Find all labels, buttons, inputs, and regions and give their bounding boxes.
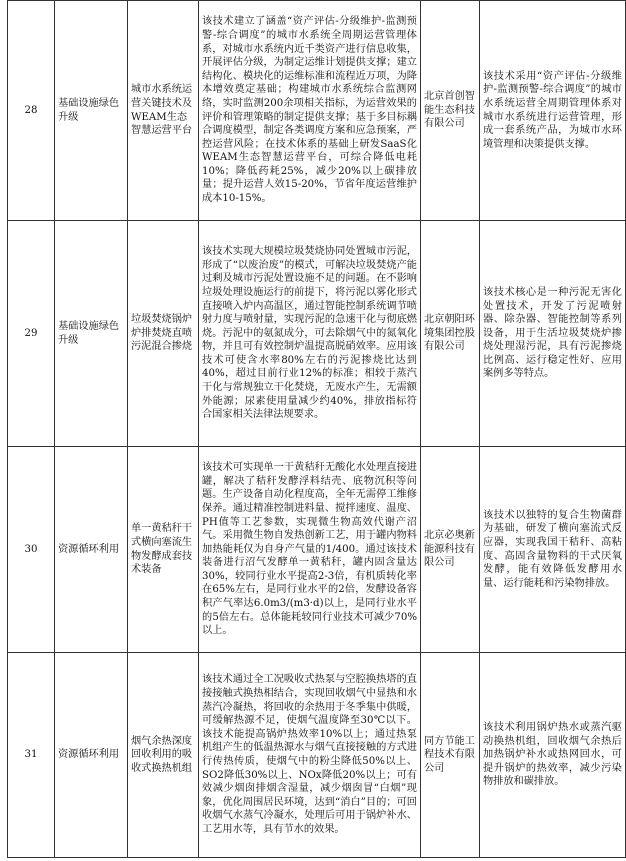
row-number: 30 [8,447,55,653]
technology-table [7,0,626,858]
organization-cell: 同方节能工程技术有限公司 [421,653,480,858]
table-row [8,221,626,447]
row-number: 28 [8,1,55,221]
row-number: 29 [8,221,55,447]
application-cell: 该技术利用锅炉热水或蒸汽驱动换热机组，回收烟气余热后加热锅炉补水或热网回水，可提升锅炉的热效率，减少污染物排放和碳排放。 [480,653,626,858]
description-cell: 该技术建立了涵盖“资产评估-分级维护-监测预警-综合调度”的城市水系统全周期运营管理体系，对城市水系统内近千类资产进行信息收集，开展评估分级，为制定运维计划提供支撑；建立结构化、模块化的运维标准和流程近万项，为降本增效奠定基础；构建城市水系统综合监测网络，实时监测200余项相关指标，为运营效果的评价和管理策略的制定提供支撑；基于多目标耦合调度模型，制定各类调度方案和应急预案，严控运营风险；在技术体系的基础上研发SaaS化WEAM生态智慧运营平台，可综合降低电耗10%；降低药耗25%，减少20%以上碳排放量；提升运营人效15-20%，节省年度运营维护成本10-15%。 [199,1,421,221]
organization-cell: 北京朝阳环境集团控股有限公司 [421,221,480,447]
description-cell: 该技术通过全工况吸收式热泵与空腔换热塔的直接接触式换热相结合，实现回收烟气中显热和水蒸汽冷凝热，将回收的余热用于冬季集中供暖，可缓解热源不足，使烟气温度降至30℃以下。该技术能提高锅炉热效率10%以上；通过热泵机组产生的低温热源水与烟气直接接触的方式进行传热传质，使烟气中的粉尘降低50%以上、SO2降低30%以上、NOx降低20%以上；可有效减少烟囱排烟含湿量，减少烟囱冒“白烟”现象，优化周围居民环境，达到“消白”目的；可回收烟气水蒸气冷凝水，处理后可用于锅炉补水、工艺用水等，具有节水的效果。 [199,653,421,858]
row-number: 31 [8,653,55,858]
table-row [8,653,626,858]
category-cell: 基础设施绿色升级 [55,1,128,221]
category-cell: 基础设施绿色升级 [55,221,128,447]
table-row [8,1,626,221]
technology-name-cell: 单一黄秸秆干式横向塞流生物发酵成套技术装备 [128,447,199,653]
category-cell: 资源循环利用 [55,653,128,858]
organization-cell: 北京必奥新能源科技有限公司 [421,447,480,653]
application-cell: 该技术采用“资产评估-分级维护-监测预警-综合调度”的城市水系统运营全周期管理体系对城市水系统进行运营管理，形成一套系统产品，为城市水环境管理和决策提供支撑。 [480,1,626,221]
organization-cell: 北京首创智能生态科技有限公司 [421,1,480,221]
application-cell: 该技术以独特的复合生物菌群为基础，研发了横向塞流式反应器，实现我国干秸秆、高粘度、高固含量物料的干式厌氧发酵，能有效降低发酵用水量、运行能耗和污染物排放。 [480,447,626,653]
description-cell: 该技术实现大规模垃圾焚烧协同处置城市污泥，形成了“以废治废”的模式，可解决垃圾焚烧产能过剩及城市污泥处置设施不足的问题。在不影响垃圾处理设施运行的前提下，将污泥以雾化形式直接喷入炉内高温区，通过智能控制系统调节喷射力度与喷射量，实现污泥的急速干化与彻底燃烧。污泥中的氨氮成分，可去除烟气中的氮氧化物，并且可有效控制炉温提高脱硝效率。应用该技术可使含水率80%左右的污泥掺烧比达到40%，超过目前行业12%的标准；相较于蒸汽干化与常规独立干化焚烧，无废水产生，无需额外能源；尿素使用量减少约40%，排放指标符合国家相关法律法规要求。 [199,221,421,447]
technology-name-cell: 垃圾焚烧锅炉炉排焚烧直喷污泥混合掺烧 [128,221,199,447]
category-cell: 资源循环利用 [55,447,128,653]
application-cell: 该技术核心是一种污泥无害化处置技术，开发了污泥喷射器、除杂器、智能控制等系列设备，用于生活垃圾焚烧炉掺烧处理湿污泥，具有污泥掺烧比例高、运行稳定性好、应用案例多等特点。 [480,221,626,447]
description-cell: 该技术可实现单一干黄秸秆无酸化水处理直接进罐，解决了秸秆发酵浮料结壳、底物沉积等问题。生产设备自动化程度高，全年无需停工维修保养。通过精准控制进料量、搅拌速度、温度、PH值等工艺参数，实现微生物高效代谢产沼气。采用微生物自发热创新工艺，用于罐内物料加热能耗仅为自身产气量的1/400。通过该技术装备进行沼气发酵单一黄秸秆，罐内固含量达30%，较同行业水平提高2-3倍，有机质转化率在65%左右，是同行业水平的2倍，发酵设备容积产气率达6.0m3/(m3·d)以上，是同行业水平的5倍左右。总体能耗较同行业技术可减少70%以上。 [199,447,421,653]
table-row [8,447,626,653]
technology-name-cell: 烟气余热深度回收利用的吸收式换热机组 [128,653,199,858]
technology-name-cell: 城市水系统运营关键技术及WEAM生态智慧运营平台 [128,1,199,221]
